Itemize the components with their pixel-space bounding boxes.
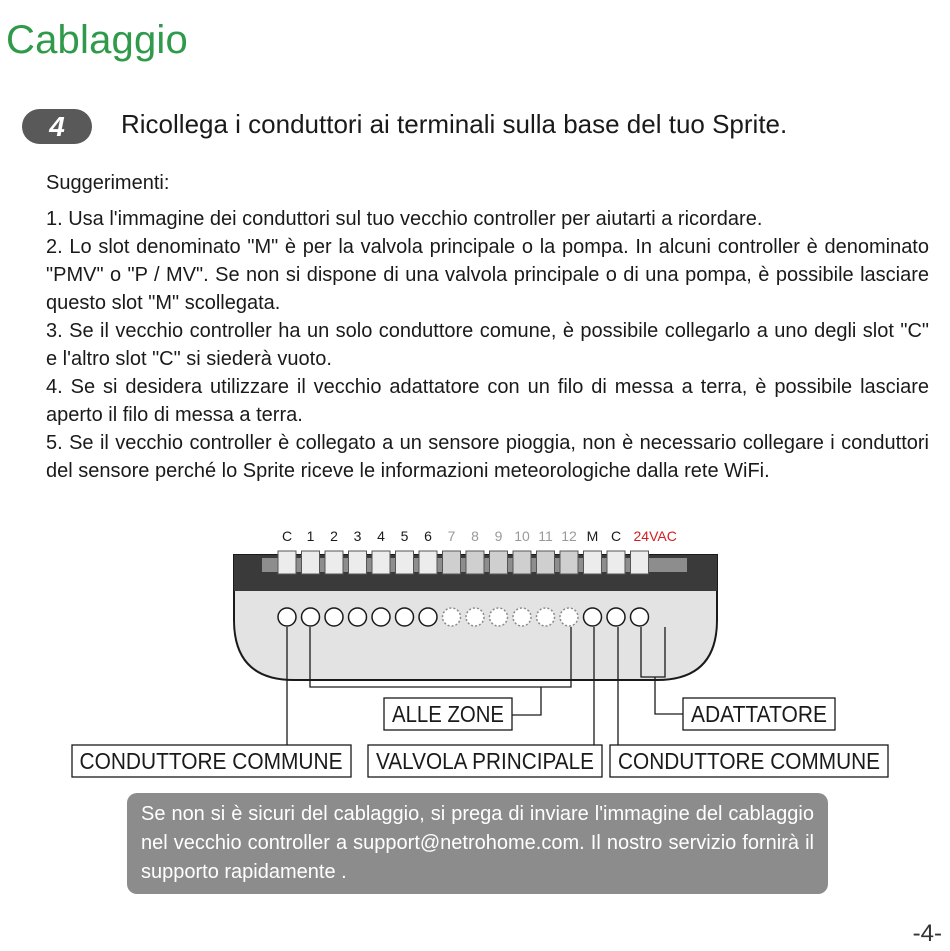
terminal-label: 10 bbox=[514, 528, 530, 544]
tip-item: 3. Se il vecchio controller ha un solo conduttore comune, è possibile collegarlo a uno degli slot "C" e l'altro slot "C" si siederà vuoto. bbox=[46, 320, 929, 370]
terminal-label: C bbox=[281, 528, 293, 544]
terminal-label: M bbox=[586, 528, 599, 544]
terminal-block bbox=[302, 551, 320, 574]
tip-item: 5. Se il vecchio controller è collegato a un sensore pioggia, non è necessario collegare i conduttori del sensore perché lo Sprite riceve le informazioni meteorologiche dalla rete WiFi. bbox=[46, 432, 929, 482]
terminal-block bbox=[372, 551, 390, 574]
support-note-text: Se non si è sicuri del cablaggio, si prega di inviare l'immagine del cablaggio nel vecchio controller a support@netrohome.com. Il nostro servizio fornirà il supporto rapidamente . bbox=[141, 803, 814, 883]
tips-heading: Suggerimenti: bbox=[46, 172, 170, 194]
common-left-label: CONDUTTORE COMMUNE bbox=[79, 748, 343, 774]
terminal-block bbox=[466, 551, 484, 574]
support-note bbox=[127, 793, 828, 894]
terminal-block bbox=[560, 551, 578, 574]
terminal-screw bbox=[490, 608, 508, 626]
terminal-screw bbox=[372, 608, 390, 626]
terminal-label: 8 bbox=[471, 528, 479, 544]
terminal-screw bbox=[584, 608, 602, 626]
terminal-label: 4 bbox=[377, 528, 385, 544]
terminal-block bbox=[513, 551, 531, 574]
zones-label: ALLE ZONE bbox=[392, 701, 504, 727]
terminal-block bbox=[443, 551, 461, 574]
terminal-label: 3 bbox=[353, 528, 362, 544]
terminal-block bbox=[278, 551, 296, 574]
page-title: Cablaggio bbox=[6, 18, 188, 62]
terminal-label: 11 bbox=[538, 528, 553, 544]
terminal-screw bbox=[607, 608, 625, 626]
terminal-block bbox=[607, 551, 625, 574]
terminal-screw bbox=[278, 608, 296, 626]
zones-callout-line bbox=[512, 687, 541, 715]
tip-item: 1. Usa l'immagine dei conduttori sul tuo vecchio controller per aiutarti a ricordare. bbox=[46, 208, 763, 230]
terminal-screw bbox=[631, 608, 649, 626]
tip-item: 2. Lo slot denominato "M" è per la valvola principale o la pompa. In alcuni controller è denominato "PMV" o "P / MV". Se non si dispone di una valvola principale o di una pompa, è possibile lasciare questo slot "M" scollegata. bbox=[46, 236, 929, 314]
tips-list bbox=[46, 205, 929, 485]
page-number: -4- bbox=[912, 920, 942, 947]
terminal-screw bbox=[560, 608, 578, 626]
terminal-screw bbox=[325, 608, 343, 626]
terminal-labels bbox=[282, 528, 677, 544]
terminal-screw bbox=[466, 608, 484, 626]
terminal-block bbox=[631, 551, 649, 574]
tip-item: 4. Se si desidera utilizzare il vecchio adattatore con un filo di messa a terra, è possibile lasciare aperto il filo di messa a terra. bbox=[46, 376, 929, 426]
terminal-block bbox=[396, 551, 414, 574]
wiring-diagram bbox=[0, 515, 950, 790]
terminal-screw bbox=[513, 608, 531, 626]
step-instruction: Ricollega i conduttori ai terminali sulla base del tuo Sprite. bbox=[121, 109, 788, 139]
terminal-block bbox=[419, 551, 437, 574]
main-valve-label: VALVOLA PRINCIPALE bbox=[376, 748, 594, 774]
terminal-screw bbox=[302, 608, 320, 626]
terminal-screw bbox=[349, 608, 367, 626]
terminal-label: 6 bbox=[424, 528, 432, 544]
terminal-label: 12 bbox=[561, 528, 577, 544]
terminal-block bbox=[349, 551, 367, 574]
terminal-screw bbox=[443, 608, 461, 626]
terminal-label: 9 bbox=[494, 528, 503, 544]
terminal-screw bbox=[537, 608, 555, 626]
terminal-screw bbox=[396, 608, 414, 626]
step-number-badge: 4 bbox=[22, 109, 92, 144]
terminal-block bbox=[537, 551, 555, 574]
terminal-block bbox=[325, 551, 343, 574]
terminal-label: 1 bbox=[306, 528, 315, 544]
adapter-callout-line bbox=[655, 677, 683, 714]
terminal-label: 24VAC bbox=[633, 528, 677, 544]
terminal-block bbox=[490, 551, 508, 574]
terminal-label: 5 bbox=[400, 528, 409, 544]
terminal-label: 2 bbox=[330, 528, 338, 544]
terminal-screw bbox=[419, 608, 437, 626]
terminal-label: 7 bbox=[447, 528, 456, 544]
adapter-label: ADATTATORE bbox=[691, 701, 827, 727]
terminal-label: C bbox=[610, 528, 622, 544]
common-right-label: CONDUTTORE COMMUNE bbox=[618, 748, 880, 774]
terminal-block bbox=[584, 551, 602, 574]
